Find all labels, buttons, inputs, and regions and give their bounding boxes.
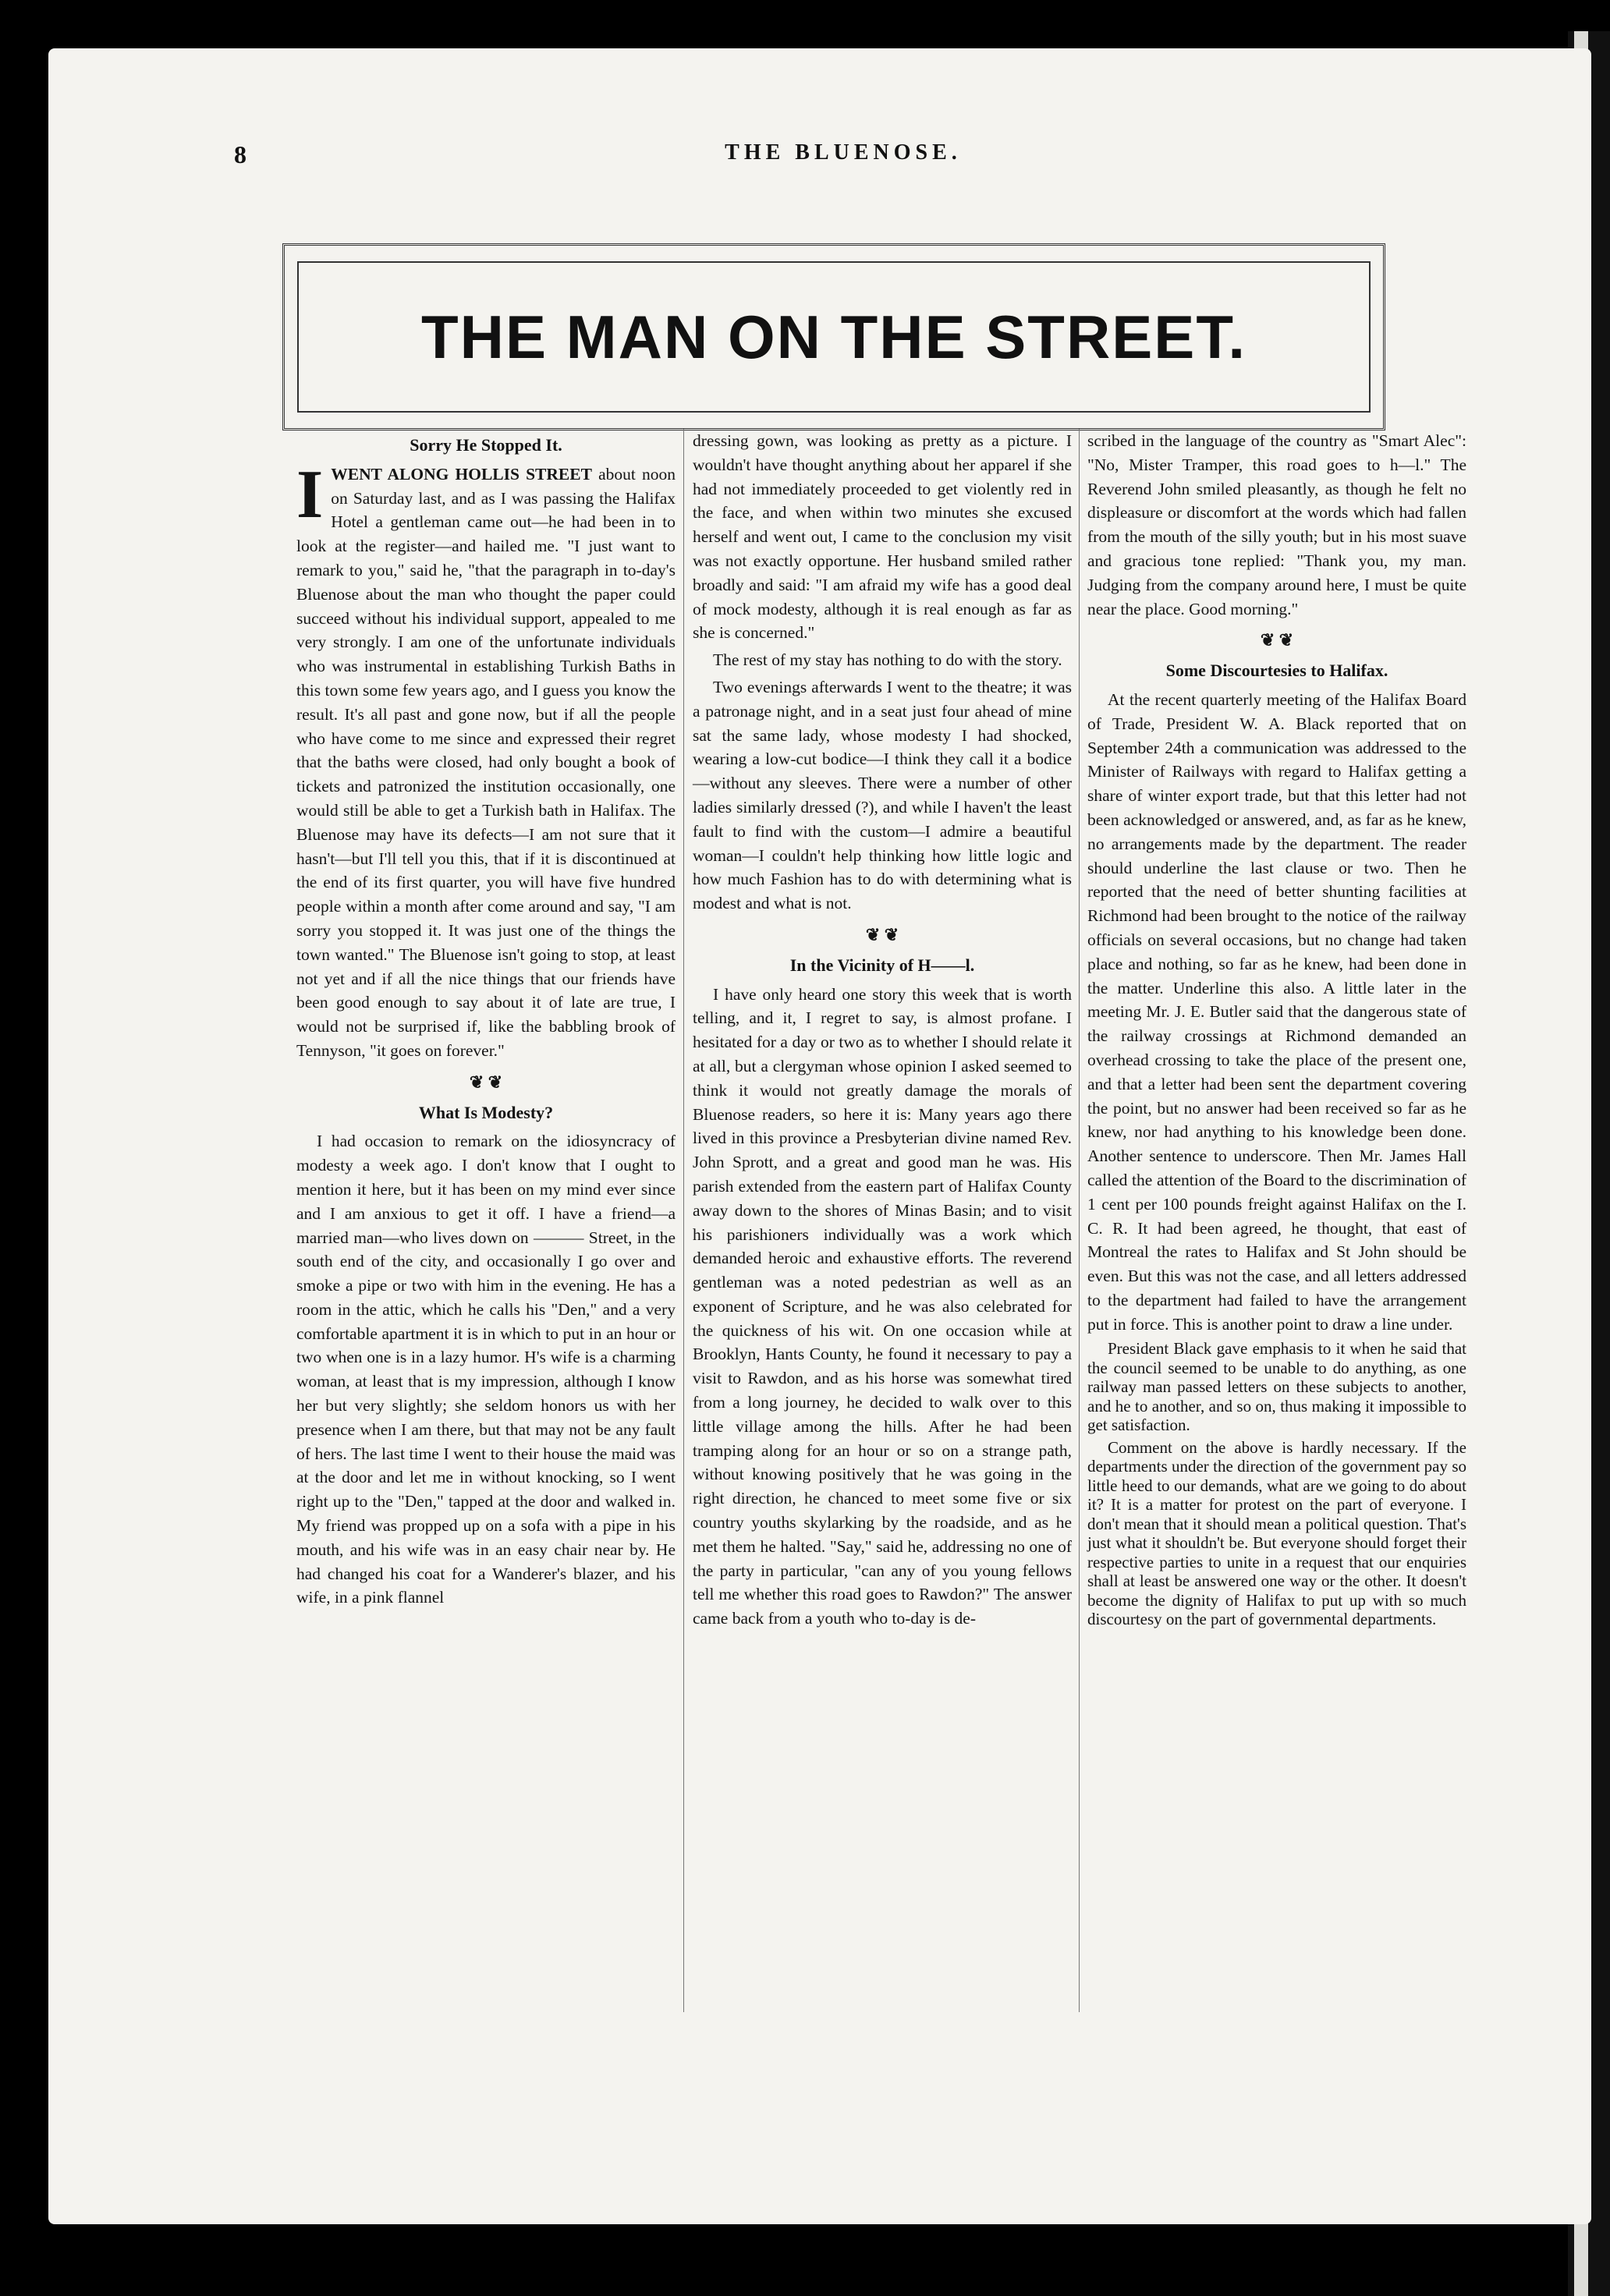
- banner-title: THE MAN ON THE STREET.: [420, 302, 1247, 371]
- newspaper-page: [48, 48, 1591, 2224]
- section-ornament: ❦ ❦: [1260, 630, 1294, 650]
- article-heading-sorry: Sorry He Stopped It.: [410, 435, 562, 455]
- article-paragraph: [296, 456, 676, 1063]
- article-paragraph: President Black gave emphasis to it when he said that the council seemed to be unable to do anything, as one railway man passed letters on these subjects to another, and he to another, and so on, thus making it impossible to get satisfaction.: [1087, 1339, 1466, 1435]
- article-columns: [296, 429, 1466, 2036]
- article-paragraph: Two evenings afterwards I went to the theatre; it was a patronage night, and in a seat just four ahead of mine sat the same lady, whose modesty I had shocked, wearing a low-cut bodice—I think they call it a bodice—without any sleeves. There were a number of other ladies similarly dressed (?), and while I haven't the least fault to find with the custom—I admire a beautiful woman—I couldn't help thinking how little logic and how much Fashion has to do with determining what is modest and what is not.: [693, 677, 1072, 913]
- section-ornament: ❦ ❦: [865, 924, 899, 944]
- column-3: [1087, 429, 1466, 1632]
- section-ornament: ❦ ❦: [469, 1072, 503, 1092]
- column-1: [296, 429, 676, 1613]
- banner-inner-frame: [297, 261, 1371, 413]
- column-rule: [1079, 429, 1080, 2012]
- article-paragraph: I have only heard one story this week that is worth telling, and it, I regret to say, is almost profane. I hesitated for a day or two as to whether I should relate it at all, but a clergyman whose opinion I asked seemed to think it would not greatly damage the morals of Bluenose readers, so here it is: Many years ago there lived in this province a Presbyterian divine named Rev. John Sprott, and a great and good man he was. His parish extended from the eastern part of Halifax County away down to the shores of Minas Basin; and to visit his parishioners individually was a work which demanded heroic and exhaustive efforts. The reverend gentleman was a noted pedestrian as well as an exponent of Scripture, and he was also celebrated for the quickness of his wit. On one occasion while at Brooklyn, Hants County, he found it necessary to pay a visit to Rawdon, and as his horse was somewhat tired from a long journey, he decided to walk over to this little village among the hills. After he had been tramping along for an hour or so on a strange path, without knowing positively that he was going in the right direction, he chanced to meet some five or six country youths skylarking by the roadside, and as he met them he halted. "Say," said he, addressing no one of the party in particular, "can any of you young fellows tell me whether this road goes to Rawdon?" The answer came back from a youth who to-day is de-: [693, 984, 1072, 1628]
- article-paragraph: I had occasion to remark on the idiosyncracy of modesty a week ago. I don't know that I ought to mention it here, but it has been on my mind ever since and I am anxious to get it off. I have a friend—a married man—who lives down on ——— Street, in the south end of the city, and occasionally I go over and smoke a pipe or two with him in the evening. He has a room in the attic, which he calls his "Den," and a very comfortable apartment it is in which to put in an hour or two when one is in a lazy humor. H's wife is a charming woman, at least that is my impression, although I know her but very slightly; she seldom honors us with her presence when I am there, but that may not be any fault of hers. The last time I went to their house the maid was at the door and let me in without knocking, so I went right up to the "Den," tapped at the door and walked in. My friend was propped up on a sofa with a pipe in his mouth, and his wife was in an easy chair near by. He had changed his coat for a Wanderer's blazer, and his wife, in a pink flannel: [296, 1132, 676, 1607]
- column-rule: [683, 429, 684, 2012]
- article-heading-vicinity: In the Vicinity of H——l.: [789, 955, 975, 975]
- article-paragraph: dressing gown, was looking as pretty as a picture. I wouldn't have thought anything about her apparel if she had not immediately proceeded to get violently red in the face, and when within two minutes she excused herself and went out, I came to the conclusion my visit was not exactly opportune. Her husband smiled rather broadly and said: "I am afraid my wife has a good deal of mock modesty, although it is real enough as far as she is concerned.": [693, 431, 1072, 643]
- lead-in: WENT ALONG HOLLIS STREET: [331, 464, 592, 484]
- column-2: [693, 429, 1072, 1634]
- article-paragraph: The rest of my stay has nothing to do with the story.: [713, 650, 1062, 670]
- article-paragraph: scribed in the language of the country as "Smart Alec": "No, Mister Tramper, this road goes to h—l." The Reverend John smiled pleasantly, as though he felt no displeasure or discomfort at the words which had fallen from the mouth of the silly youth; but in his most suave and gracious tone replied: "Thank you, my man. Judging from the company around here, I must be quite near the place. Good morning.": [1087, 431, 1466, 618]
- drop-cap: I: [296, 456, 324, 533]
- article-paragraph: At the recent quarterly meeting of the Halifax Board of Trade, President W. A. Black reported that on September 24th a communication was addressed to the Minister of Railways with regard to Halifax getting a share of winter export trade, but that this letter had not been acknowledged or answered, and, as far as he knew, no arrangements made by the department. The reader should underline the last clause or two. Then he reported that the need of better shunting facilities at Richmond had been brought to the notice of the railway officials on several occasions, but no change had taken place and nothing, so far as he knew, had been done in the matter. Underline this also. A little later in the meeting Mr. J. E. Butler said that the dangerous state of the railway crossings at Richmond demanded an overhead crossing to take the place of the present one, and that a letter had been sent the department covering the point, but no answer had been received so far as he knew, nor had anything to his knowledge been done. Another sentence to underscore. Then Mr. James Hall called the attention of the Board to the discrimination of 1 cent per 100 pounds freight against Halifax on the I. C. R. It had been agreed, he thought, that east of Montreal the rates to Halifax and St John should be even. But this was not the case, and all letters addressed to the department had failed to have the arrangement put in force. This is another point to draw a line under.: [1087, 689, 1466, 1334]
- article-heading-modesty: What Is Modesty?: [418, 1102, 554, 1122]
- article-paragraph: Comment on the above is hardly necessary. If the departments under the direction of the government pay so little heed to our demands, what are we going to do about it? It is a matter for protest on the part of everyone. I don't mean that it should mean a political question. That's just what it shouldn't be. But everyone should forget their respective parties to unite in a request that our enquiries shall at least be answered one way or the other. It doesn't become the dignity of Halifax to put up with so much discourtesy on the part of governmental departments.: [1087, 1437, 1466, 1629]
- page-number: 8: [234, 140, 246, 168]
- running-title: THE BLUENOSE.: [725, 140, 962, 165]
- section-banner: [282, 243, 1385, 430]
- article-heading-discourtesies: Some Discourtesies to Halifax.: [1165, 661, 1388, 681]
- page-header: [48, 140, 1591, 187]
- paragraph-text: about noon on Saturday last, and as I was passing the Halifax Hotel a gentleman came out—he had been in to look at the register—and hailed me. "I just want to remark to you," said he, "that the paragraph in to-day's Bluenose about the man who thought the paper could succeed without his individual support, appealed to me very strongly. I am one of the unfortunate individuals who was instrumental in establishing Turkish Baths in this town some few years ago, and I guess you know the result. It's all past and gone now, but if all the people who have come to me since and expressed their regret that the baths were closed, had only bought a book of tickets and patronized the institution occasionally, one would still be able to get a Turkish bath in Halifax. The Bluenose may have its defects—I am not sure that it hasn't—but I'll tell you this, that if it is discontinued at the end of its first quarter, you will have five hundred people within a month after come around and say, "I am sorry you stopped it. It was just one of the things the town wanted." The Bluenose isn't going to stop, at least not yet and if all the nice things that our friends have been good enough to say about it of late are true, I would not be surprised if, like the babbling brook of Tennyson, "it goes on forever.": [296, 464, 676, 1060]
